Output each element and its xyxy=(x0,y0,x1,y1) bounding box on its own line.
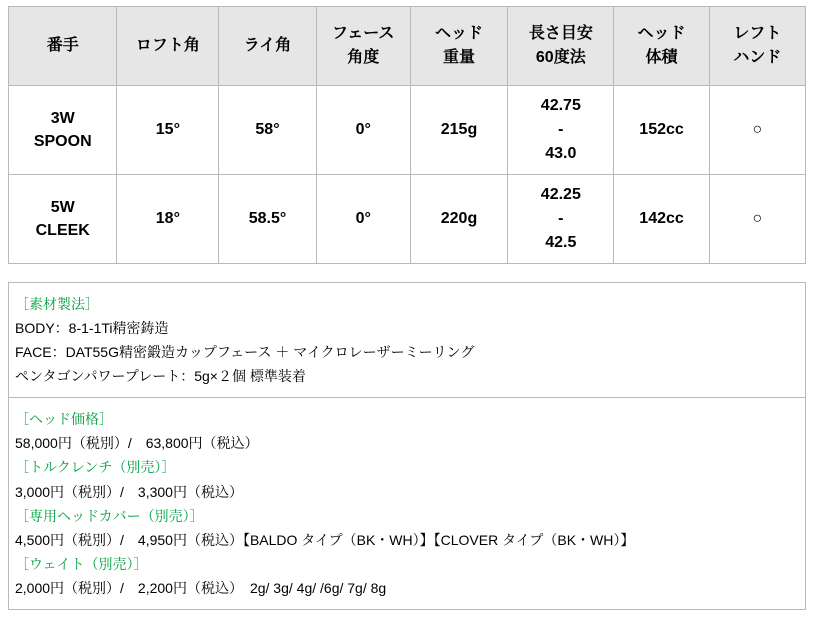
cell-club-name: 3W SPOON xyxy=(9,86,117,175)
price-section xyxy=(9,397,805,609)
cell-head-weight: 220g xyxy=(410,175,507,264)
cell-length: 42.25 - 42.5 xyxy=(508,175,614,264)
cell-club-name: 5W CLEEK xyxy=(9,175,117,264)
table-header xyxy=(9,7,806,86)
price-title-torque-wrench: ［トルクレンチ（別売）］ xyxy=(15,459,176,476)
price-line-torque-wrench: 3,000円（税別）/ 3,300円（税込） xyxy=(15,483,243,500)
column-header-head-volume: ヘッド 体積 xyxy=(614,7,709,86)
column-header-head-weight: ヘッド 重量 xyxy=(410,7,507,86)
cell-face-angle: 0° xyxy=(316,86,410,175)
club-spec-table xyxy=(8,6,806,264)
table-row xyxy=(9,175,806,264)
price-line-head-cover: 4,500円（税別）/ 4,950円（税込）【BALDO タイプ（BK・WH）】【CLOVER タイプ（BK・WH）】 xyxy=(15,531,635,548)
material-line-face: FACE：DAT55G精密鍛造カップフェース ＋ マイクロレーザーミーリング xyxy=(15,344,475,361)
column-header-length: 長さ目安 60度法 xyxy=(508,7,614,86)
cell-head-volume: 142cc xyxy=(614,175,709,264)
table-row xyxy=(9,86,806,175)
cell-length: 42.75 - 43.0 xyxy=(508,86,614,175)
table-header-row xyxy=(9,7,806,86)
cell-lie: 58.5° xyxy=(219,175,316,264)
column-header-number: 番手 xyxy=(9,7,117,86)
price-title-weight: ［ウェイト（別売）］ xyxy=(15,555,148,572)
cell-loft: 18° xyxy=(117,175,219,264)
cell-head-weight: 215g xyxy=(410,86,507,175)
price-line-weight: 2,000円（税別）/ 2,200円（税込） 2g/ 3g/ 4g/ /6g/ 7g/ 8g xyxy=(15,579,387,596)
column-header-lie: ライ角 xyxy=(219,7,316,86)
cell-left-hand: ○ xyxy=(709,175,805,264)
cell-loft: 15° xyxy=(117,86,219,175)
price-title-head-cover: ［専用ヘッドカバー（別売）］ xyxy=(15,507,204,524)
material-line-body: BODY：8-1-1Ti精密鋳造 xyxy=(15,320,169,337)
column-header-left-hand: レフト ハンド xyxy=(709,7,805,86)
material-title: ［素材製法］ xyxy=(15,296,99,312)
price-line-head: 58,000円（税別）/ 63,800円（税込） xyxy=(15,435,259,452)
cell-lie: 58° xyxy=(219,86,316,175)
material-line-plate: ペンタゴンパワープレート：5g×２個 標準装着 xyxy=(15,368,306,385)
price-title-head: ［ヘッド価格］ xyxy=(15,411,113,428)
cell-face-angle: 0° xyxy=(316,175,410,264)
material-section xyxy=(9,283,805,397)
table-body xyxy=(9,86,806,264)
column-header-face-angle: フェース 角度 xyxy=(316,7,410,86)
column-header-loft: ロフト角 xyxy=(117,7,219,86)
cell-head-volume: 152cc xyxy=(614,86,709,175)
notes-box xyxy=(8,282,806,610)
cell-left-hand: ○ xyxy=(709,86,805,175)
